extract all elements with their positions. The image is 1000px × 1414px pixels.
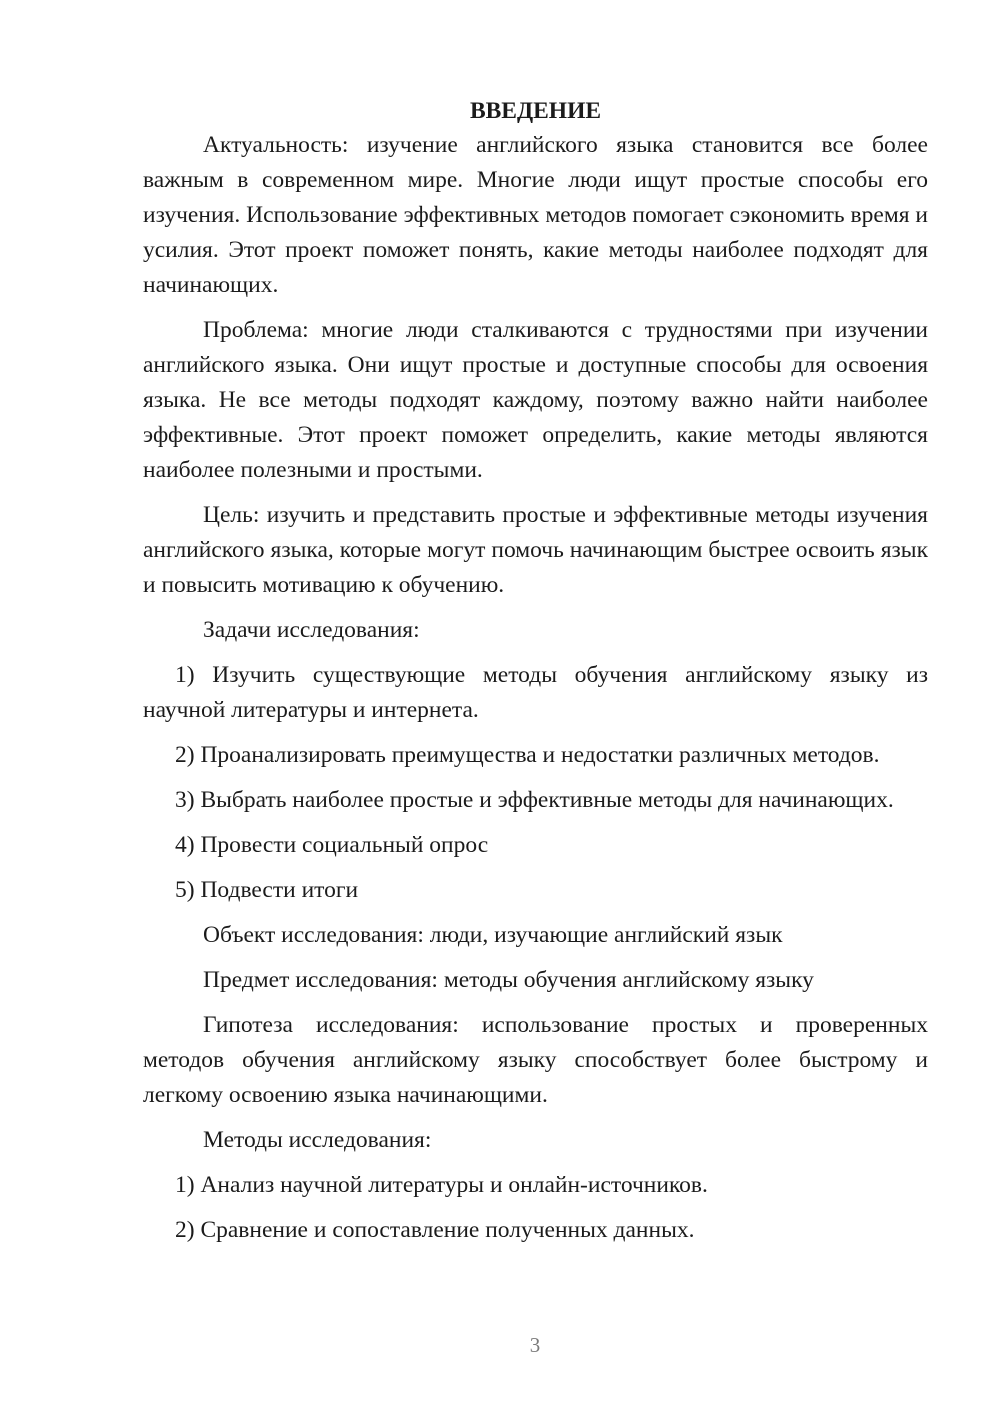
research-subject: Предмет исследования: методы обучения английскому языку: [203, 967, 814, 993]
tasks-title: Задачи исследования:: [203, 617, 420, 643]
research-object: Объект исследования: люди, изучающие английский язык: [203, 922, 783, 948]
page-content: [143, 96, 928, 1258]
task-item-5: 5) Подвести итоги: [175, 877, 359, 903]
page-number: 3: [529, 1333, 541, 1357]
task-item-3: 3) Выбрать наиболее простые и эффективные методы для начинающих.: [175, 787, 894, 813]
hypothesis-paragraph: Гипотеза исследования: использование простых и проверенных методов обучения английскому языку способствует более быстрому и легкому освоению языка начинающими.: [143, 1012, 928, 1108]
relevance-paragraph: Актуальность: изучение английского языка становится все более важным в современном мире. Многие люди ищут простые способы его изучения. Использование эффективных методов помогает сэкономить время и усилия. Этот проект поможет понять, какие методы наиболее подходят для начинающих.: [143, 132, 928, 298]
method-item-2: 2) Сравнение и сопоставление полученных данных.: [175, 1217, 695, 1243]
methods-title: Методы исследования:: [203, 1127, 432, 1153]
problem-paragraph: Проблема: многие люди сталкиваются с трудностями при изучении английского языка. Они ищут простые и доступные способы для освоения языка. Не все методы подходят каждому, поэтому важно найти наиболее эффективные. Этот проект поможет определить, какие методы являются наиболее полезными и простыми.: [143, 317, 928, 483]
task-item-1: 1) Изучить существующие методы обучения английскому языку из научной литературы и интернета.: [143, 662, 928, 723]
section-heading: ВВЕДЕНИЕ: [469, 98, 602, 124]
task-item-2: 2) Проанализировать преимущества и недостатки различных методов.: [175, 742, 880, 768]
goal-paragraph: Цель: изучить и представить простые и эффективные методы изучения английского языка, которые могут помочь начинающим быстрее освоить язык и повысить мотивацию к обучению.: [143, 502, 928, 598]
method-item-1: 1) Анализ научной литературы и онлайн-источников.: [175, 1172, 708, 1198]
task-item-4: 4) Провести социальный опрос: [175, 832, 489, 858]
